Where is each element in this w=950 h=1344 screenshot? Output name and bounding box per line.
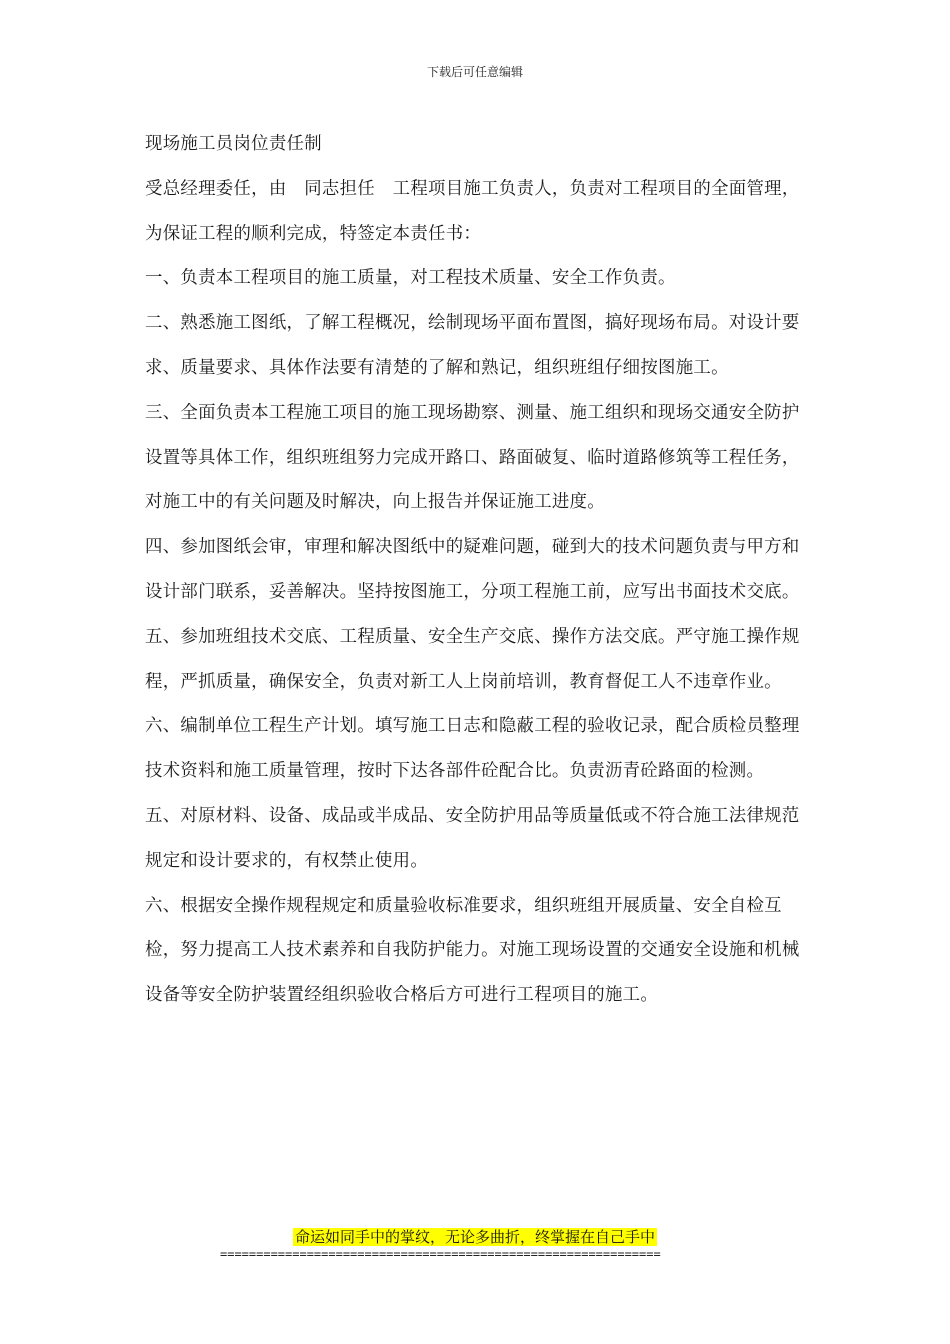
paragraph-item-4: 四、参加图纸会审，审理和解决图纸中的疑难问题，碰到大的技术问题负责与甲方和设计部门联系，妥善解决。坚持按图施工，分项工程施工前，应写出书面技术交底。	[145, 537, 800, 602]
paragraph-item-3: 三、全面负责本工程施工项目的施工现场勘察、测量、施工组织和现场交通安全防护设置等具体工作，组织班组努力完成开路口、路面破复、临时道路修筑等工程任务，对施工中的有关问题及时解决，向上报告并保证施工进度。	[145, 402, 800, 513]
paragraph-appointment: 受总经理委任，由 同志担任 工程项目施工负责人，负责对工程项目的全面管理，为保证工程的顺利完成，特签定本责任书：	[145, 178, 800, 244]
paragraph-item-2: 二、熟悉施工图纸，了解工程概况，绘制现场平面布置图，搞好现场布局。对设计要求、质量要求、具体作法要有清楚的了解和熟记，组织班组仔细按图施工。	[145, 313, 800, 378]
page-header-note: 下载后可任意编辑	[426, 65, 523, 79]
paragraph-item-1: 一、负责本工程项目的施工质量，对工程技术质量、安全工作负责。	[145, 268, 676, 289]
paragraph-item-5: 五、参加班组技术交底、工程质量、安全生产交底、操作方法交底。严守施工操作规程，严抓质量，确保安全，负责对新工人上岗前培训，教育督促工人不违章作业。	[145, 626, 800, 692]
document-title: 现场施工员岗位责任制	[145, 134, 322, 154]
footer-motto-text: 命运如同手中的掌纹，无论多曲折，终掌握在自己手中	[294, 1228, 655, 1246]
paragraph-item-5b: 五、对原材料、设备、成品或半成品、安全防护用品等质量低或不符合施工法律规范规定和设计要求的，有权禁止使用。	[145, 805, 800, 871]
document-body	[145, 122, 800, 1018]
paragraph-item-6b: 六、根据安全操作规程规定和质量验收标准要求，组织班组开展质量、安全自检互检，努力提高工人技术素养和自我防护能力。对施工现场设置的交通安全设施和机械设备等安全防护装置经组织验收合格后方可进行工程项目的施工。	[145, 895, 800, 1006]
paragraph-item-6: 六、编制单位工程生产计划。填写施工日志和隐蔽工程的验收记录，配合质检员整理技术资料和施工质量管理，按时下达各部件砼配合比。负责沥青砼路面的检测。	[145, 716, 800, 782]
footer-divider-rule: =============================================================	[220, 1247, 661, 1261]
footer-motto	[0, 1227, 950, 1247]
